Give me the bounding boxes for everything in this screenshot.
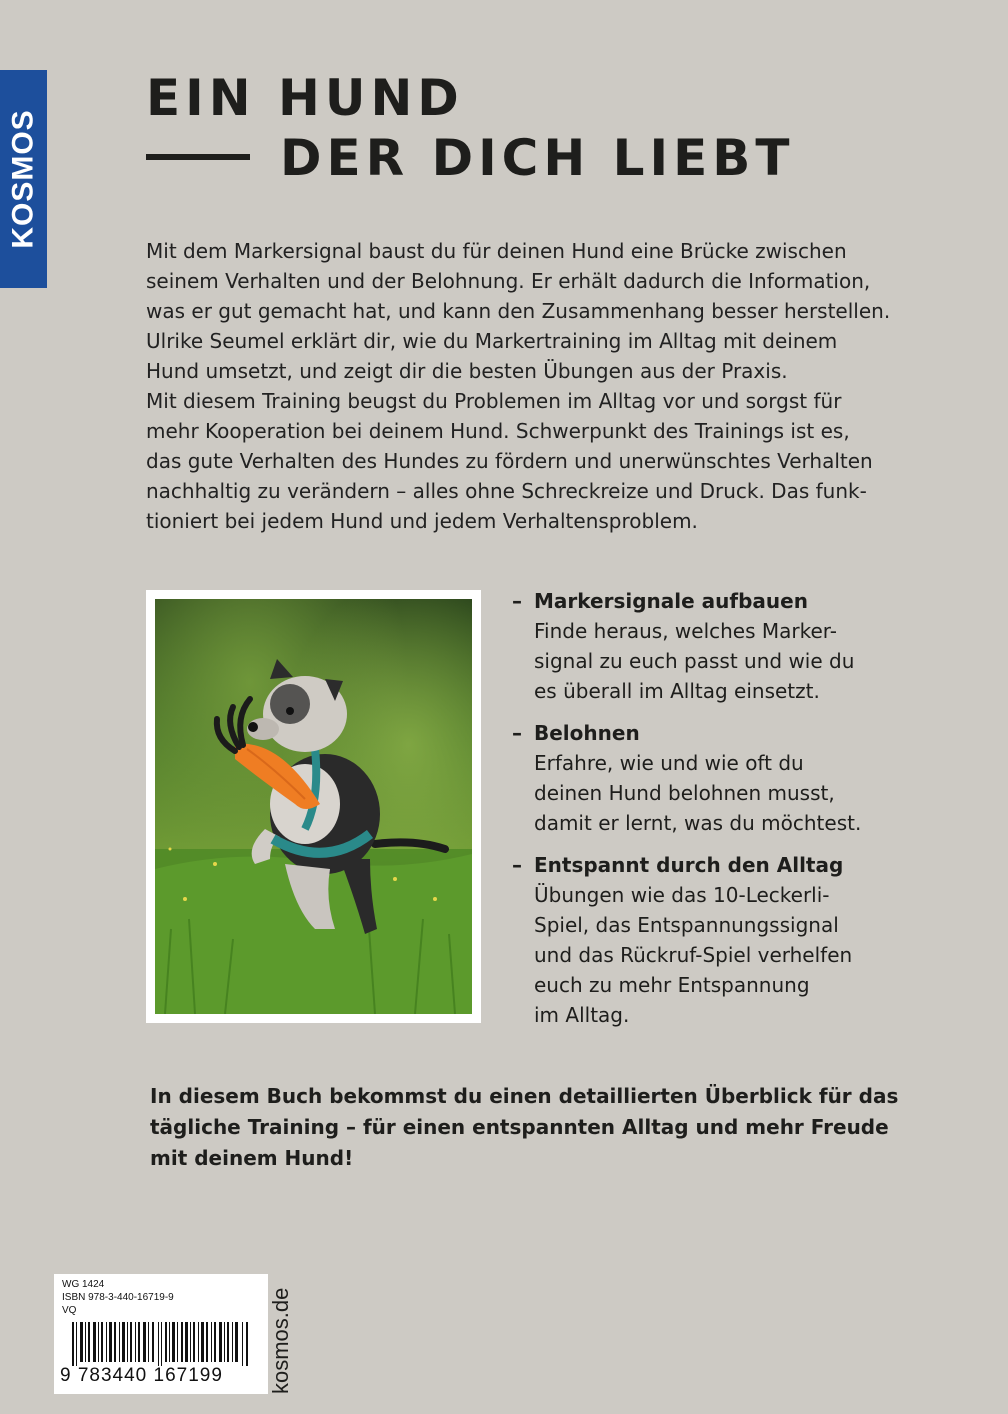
barcode-bars [72,1322,252,1366]
kosmos-logo [0,70,47,288]
website-link[interactable]: kosmos.de [268,1287,293,1394]
feature-title-text: Entspannt durch den Alltag [534,853,844,877]
intro-text [146,236,891,536]
photo-frame [146,590,481,1023]
closing-line: mit deinem Hund! [150,1146,354,1170]
feature-line: signal zu euch passt und wie du [534,649,855,673]
feature-dash: – [512,589,522,613]
feature-line: es überall im Alltag einsetzt. [534,679,820,703]
feature-title-text: Markersignale aufbauen [534,589,808,613]
intro-line: Hund umsetzt, und zeigt dir die besten Übungen aus der Praxis. [146,359,788,383]
intro-line: Ulrike Seumel erklärt dir, wie du Markertraining im Alltag mit deinem [146,329,838,353]
feature-line: Finde heraus, welches Marker- [534,619,837,643]
barcode-code: VQ [62,1305,77,1316]
closing-line: In diesem Buch bekommst du einen detaillierten Überblick für das [150,1084,899,1108]
intro-line: das gute Verhalten des Hundes zu fördern und unerwünschtes Verhalten [146,449,873,473]
barcode-box [54,1274,268,1394]
feature-line: Spiel, das Entspannungssignal [534,913,839,937]
feature-description [512,748,892,838]
intro-line: tioniert bei jedem Hund und jedem Verhaltensproblem. [146,509,698,533]
warengruppe: WG 1424 [62,1279,105,1290]
feature-line: Übungen wie das 10-Leckerli- [534,883,830,907]
intro-line: Mit diesem Training beugst du Problemen im Alltag vor und sorgst für [146,389,842,413]
barcode-digits: 9 783440 167199 [60,1365,223,1386]
intro-line: Mit dem Markersignal baust du für deinen Hund eine Brücke zwischen [146,239,847,263]
feature-title [512,586,892,616]
feature-title [512,718,892,748]
feature-dash: – [512,721,522,745]
intro-line: nachhaltig zu verändern – alles ohne Schreckreize und Druck. Das funk- [146,479,867,503]
intro-line: mehr Kooperation bei deinem Hund. Schwerpunkt des Trainings ist es, [146,419,850,443]
feature-line: und das Rückruf-Spiel verhelfen [534,943,853,967]
feature-dash: – [512,853,522,877]
feature-item [512,850,892,1030]
feature-list [512,586,892,1042]
title-line-1: EIN HUND [146,69,464,127]
feature-title-text: Belohnen [534,721,640,745]
feature-title [512,850,892,880]
feature-line: damit er lernt, was du möchtest. [534,811,862,835]
intro-line: was er gut gemacht hat, und kann den Zusammenhang besser herstellen. [146,299,891,323]
feature-line: deinen Hund belohnen musst, [534,781,835,805]
title-line-2: DER DICH LIEBT [280,129,795,187]
closing-text [150,1081,899,1174]
intro-line: seinem Verhalten und der Belohnung. Er erhält dadurch die Information, [146,269,871,293]
isbn: ISBN 978-3-440-16719-9 [62,1292,174,1303]
feature-description [512,616,892,706]
feature-line: euch zu mehr Entspannung [534,973,810,997]
feature-item [512,586,892,706]
feature-line: im Alltag. [534,1003,630,1027]
dog-with-carrot-illustration [155,599,472,1014]
title-dash [146,154,250,160]
kosmos-logo-text: KOSMOS [6,109,40,249]
barcode-meta [62,1278,174,1317]
feature-description [512,880,892,1030]
feature-item [512,718,892,838]
dog-photo [155,599,472,1014]
closing-line: tägliche Training – für einen entspannten Alltag und mehr Freude [150,1115,889,1139]
feature-line: Erfahre, wie und wie oft du [534,751,804,775]
